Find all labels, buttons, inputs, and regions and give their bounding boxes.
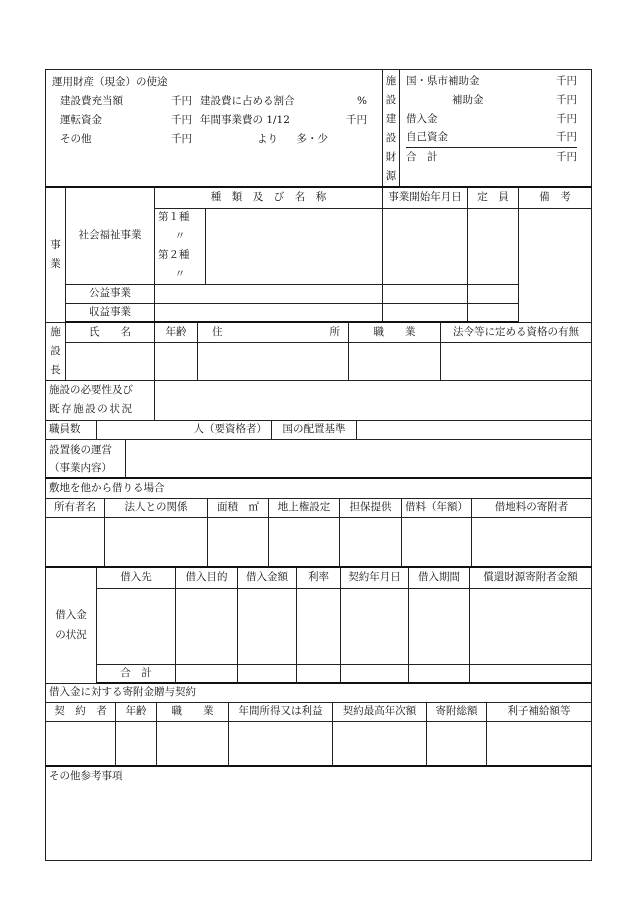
land-owner-header: 所有者名: [46, 498, 105, 517]
staff-standard-cell[interactable]: [357, 421, 592, 440]
source-total: 合 計: [406, 150, 438, 163]
contractor-cell[interactable]: [46, 721, 116, 766]
funding-sources: 国・県市補助金 千円 補助金 千円 借入金 千円 自己資金 千円 合 計 千円: [400, 70, 592, 188]
repayment-donor-cell[interactable]: [470, 588, 592, 664]
operation-label: 設置後の運営 （事業内容）: [46, 440, 126, 478]
donation-section: [45, 684, 592, 767]
ratio-label: 建設費に占める割合: [200, 94, 295, 107]
contractor-occupation-header: 職 業: [157, 702, 229, 721]
director-address-header: 住 所: [198, 323, 349, 342]
fund-use-title: 運用財産（現金）の使途: [52, 75, 168, 88]
profit-capacity[interactable]: [468, 303, 519, 322]
contract-date-header: 契約年月日: [341, 568, 409, 588]
other-label: その他: [60, 132, 92, 145]
operating-unit: 千円: [171, 113, 192, 126]
tashou-label: 多・少: [296, 132, 328, 145]
loan-purpose-header: 借入目的: [176, 568, 238, 588]
profit-start-date[interactable]: [383, 303, 468, 322]
public-business-name[interactable]: [155, 284, 383, 303]
land-superficies-header: 地上権設定: [269, 498, 340, 517]
social-welfare-label: 社会福祉事業: [66, 188, 155, 284]
loan-total-label: 合 計: [97, 664, 176, 683]
director-address-cell[interactable]: [198, 342, 349, 380]
kind-2: 第２種: [155, 246, 206, 265]
necessity-cell[interactable]: [155, 381, 592, 420]
annual-income-header: 年間所得又は利益: [229, 702, 333, 721]
director-age-cell[interactable]: [155, 342, 198, 380]
necessity-section: [45, 381, 592, 421]
kind-name-cell[interactable]: [206, 208, 383, 284]
other-notes-section: [45, 767, 592, 861]
construction-label: 建設費充当額: [60, 94, 123, 107]
staff-section: [45, 421, 592, 441]
necessity-label: 施設の必要性及び 既存施設の状況: [46, 381, 155, 420]
contractor-age-cell[interactable]: [116, 721, 157, 766]
loan-section: [45, 568, 592, 684]
max-annual-header: 契約最高年次額: [333, 702, 427, 721]
land-superficies-cell[interactable]: [269, 517, 340, 567]
land-area-header: 面積 ㎡: [208, 498, 269, 517]
land-owner-cell[interactable]: [46, 517, 105, 567]
capacity-cell[interactable]: [468, 208, 519, 284]
application-form: [45, 69, 592, 861]
total-date-cell[interactable]: [341, 664, 409, 683]
contractor-age-header: 年齢: [116, 702, 157, 721]
source-own: 自己資金: [406, 131, 448, 144]
fund-use-cell: [46, 70, 383, 188]
kind-2-ditto: 〃: [155, 265, 206, 284]
interest-subsidy-cell[interactable]: [487, 721, 592, 766]
total-donation-cell[interactable]: [427, 721, 487, 766]
other-unit: 千円: [171, 132, 192, 145]
operation-cell[interactable]: [126, 440, 592, 478]
director-occupation-cell[interactable]: [349, 342, 441, 380]
director-occupation-header: 職 業: [349, 323, 441, 342]
other-notes-cell[interactable]: [46, 767, 592, 860]
loan-period-header: 借入期間: [409, 568, 470, 588]
profit-business-name[interactable]: [155, 303, 383, 322]
director-age-header: 年齢: [155, 323, 198, 342]
director-name-header: 氏 名: [66, 323, 155, 342]
interest-rate-header: 利率: [297, 568, 341, 588]
total-donation-header: 寄附総額: [427, 702, 487, 721]
source-loan: 借入金: [406, 112, 438, 125]
percent-sign: %: [357, 94, 367, 107]
interest-rate-cell[interactable]: [297, 588, 341, 664]
notes-header: 備 考: [519, 188, 592, 208]
annual-label: 年間事業費の 1/12: [200, 113, 290, 126]
donation-title: 借入金に対する寄附金贈与契約: [46, 684, 592, 702]
staff-count-unit: 人（要資格者）: [97, 421, 272, 440]
director-qualification-header: 法令等に定める資格の有無: [441, 323, 592, 342]
staff-standard-label: 国の配置基準: [272, 421, 357, 440]
start-date-header: 事業開始年月日: [383, 188, 468, 208]
land-title: 敷地を他から借りる場合: [46, 479, 592, 498]
loan-side-label: 借入金 の状況: [46, 568, 97, 683]
loan-amount-cell[interactable]: [238, 588, 297, 664]
business-section: [45, 188, 592, 323]
source-subsidy: 補助金: [452, 93, 484, 106]
public-business-label: 公益事業: [66, 284, 155, 303]
director-side-label: 施 設 長: [46, 323, 66, 381]
capacity-header: 定 員: [468, 188, 519, 208]
land-area-cell[interactable]: [208, 517, 269, 567]
public-start-date[interactable]: [383, 284, 468, 303]
type-name-header: 種 類 及 び 名 称: [155, 188, 383, 208]
lender-header: 借入先: [97, 568, 176, 588]
loan-period-cell[interactable]: [409, 588, 470, 664]
contractor-occupation-cell[interactable]: [157, 721, 229, 766]
public-capacity[interactable]: [468, 284, 519, 303]
total-rate-cell[interactable]: [297, 664, 341, 683]
kind-1: 第１種: [155, 208, 206, 227]
land-collateral-cell[interactable]: [340, 517, 402, 567]
land-donor-cell[interactable]: [472, 517, 592, 567]
operation-section: [45, 440, 592, 479]
land-collateral-header: 担保提供: [340, 498, 402, 517]
construction-unit: 千円: [171, 94, 192, 107]
annual-income-cell[interactable]: [229, 721, 333, 766]
contract-date-cell[interactable]: [341, 588, 409, 664]
other-notes-label: その他参考事項: [49, 770, 123, 782]
kind-1-ditto: 〃: [155, 227, 206, 246]
land-donor-header: 借地料の寄附者: [472, 498, 592, 517]
repayment-donor-header: 償還財源寄附者金額: [470, 568, 592, 588]
director-qualification-cell[interactable]: [441, 342, 592, 380]
source-side-label: 施 設 建 設 財 源: [383, 70, 400, 188]
notes-cell[interactable]: [519, 208, 592, 322]
source-national: 国・県市補助金: [406, 74, 480, 87]
land-section: [45, 479, 592, 568]
loan-amount-header: 借入金額: [238, 568, 297, 588]
lender-cell[interactable]: [97, 588, 176, 664]
land-rent-header: 借料（年額）: [402, 498, 472, 517]
land-relation-header: 法人との関係: [105, 498, 208, 517]
total-period-cell[interactable]: [409, 664, 470, 683]
total-repayment-cell[interactable]: [470, 664, 592, 683]
total-purpose-cell[interactable]: [176, 664, 238, 683]
yori-label: より: [257, 132, 278, 145]
max-annual-cell[interactable]: [333, 721, 427, 766]
staff-label: 職員数: [46, 421, 97, 440]
director-section: [45, 323, 592, 381]
interest-subsidy-header: 利子補給額等: [487, 702, 592, 721]
total-amount-cell[interactable]: [238, 664, 297, 683]
annual-unit: 千円: [346, 113, 367, 126]
loan-purpose-cell[interactable]: [176, 588, 238, 664]
start-date-cell[interactable]: [383, 208, 468, 284]
land-rent-cell[interactable]: [402, 517, 472, 567]
land-relation-cell[interactable]: [105, 517, 208, 567]
director-name-cell[interactable]: [66, 342, 155, 380]
finance-section: [45, 69, 592, 188]
business-side-label: 事 業: [46, 188, 66, 322]
contractor-header: 契 約 者: [46, 702, 116, 721]
profit-business-label: 収益事業: [66, 303, 155, 322]
operating-label: 運転資金: [60, 113, 102, 126]
